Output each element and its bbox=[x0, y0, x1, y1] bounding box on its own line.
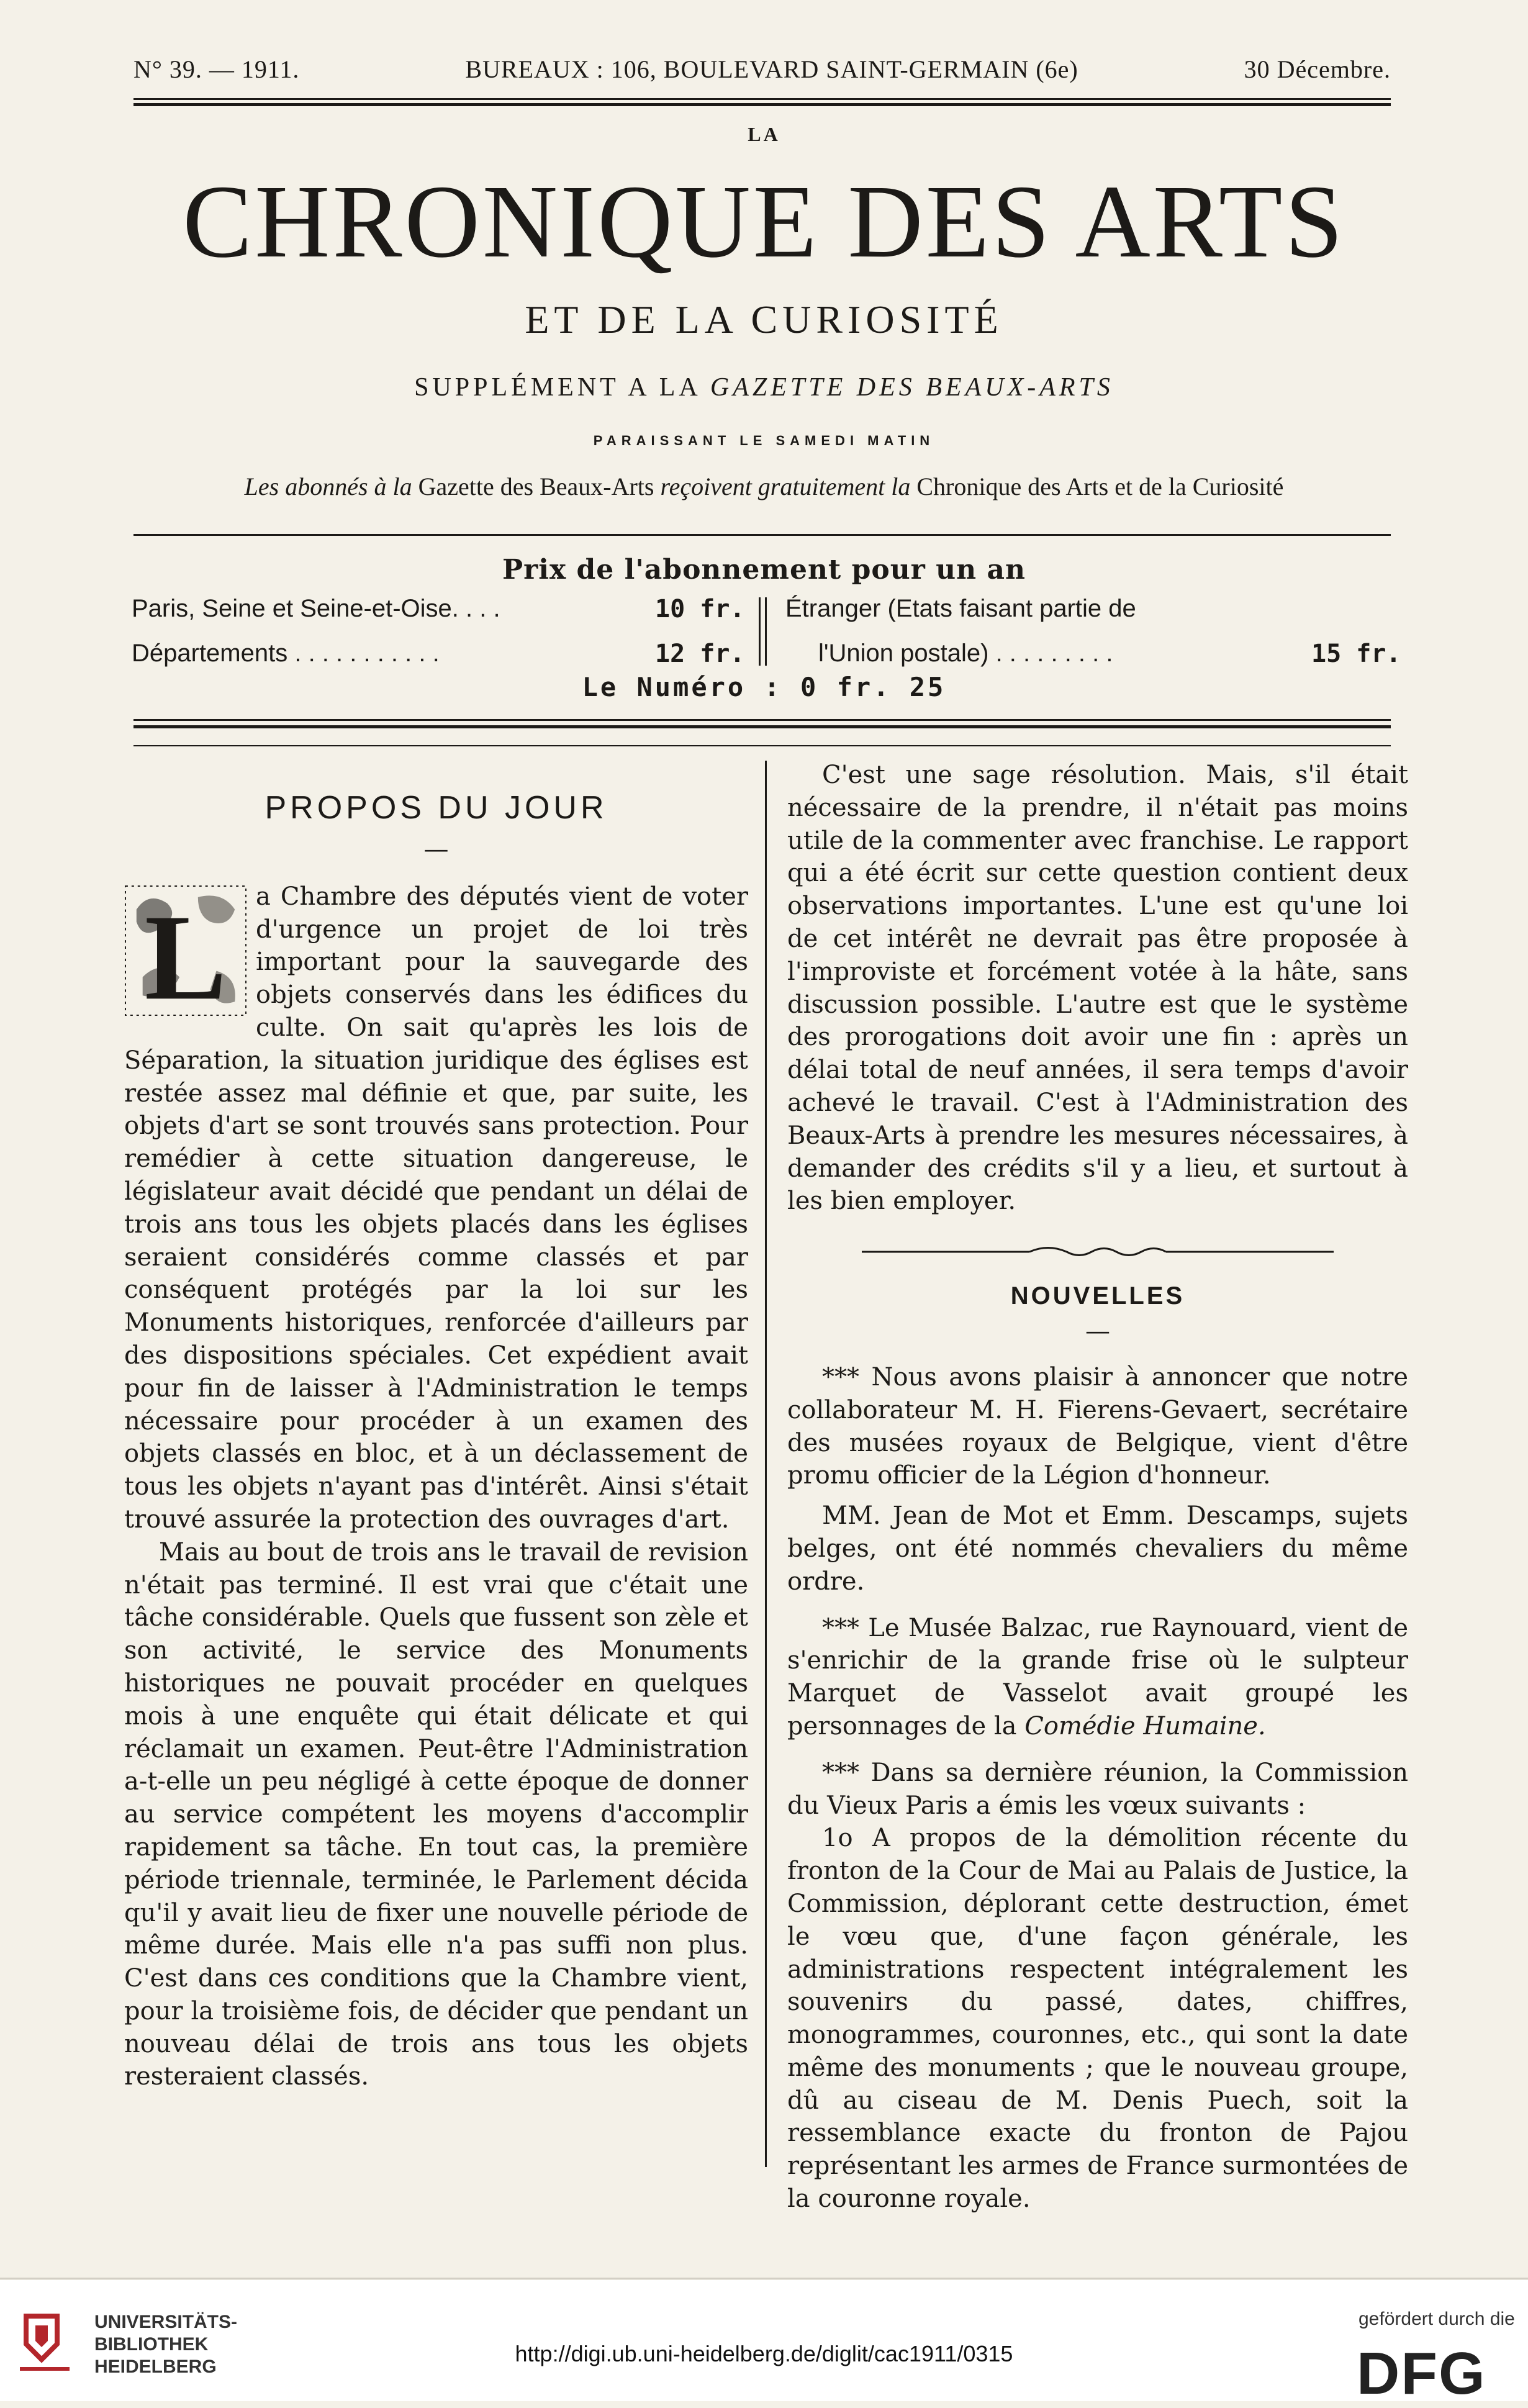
dfg-logo: DFG bbox=[1357, 2340, 1486, 2407]
dropcap-letter: L bbox=[144, 889, 227, 1017]
funding-note: gefördert durch die bbox=[1358, 2309, 1515, 2329]
bureaux-address: BUREAUX : 106, BOULEVARD SAINT-GERMAIN (6e) bbox=[465, 55, 1078, 83]
propos-paragraph-2: Mais au bout de trois ans le travail de revision n'était pas terminé. Il est vrai que c'était une tâche considérable. Quels que fussent son zèle et son activité, le service des Monuments historiques ne pouvait procéder en quelques mois à une enquête qui était délicate et qui réclamait un examen. Peut-être l'Administration a-t-elle un peu négligé à cette époque de donner au service compétent les moyens d'accomplir rapidement sa tâche. En tout cas, la première période triennale, terminée, le Parlement décida qu'il y avait lieu de fixer une nouvelle période de même durée. Mais elle n'a pas suffi non plus. C'est dans ces conditions que la Chambre vient, pour la troisième fois, de décider que pendant un nouveau délai de trois ans tous les objets resteraient classés. bbox=[124, 1537, 748, 2091]
issue-date: 30 Décembre. bbox=[1244, 55, 1391, 83]
source-url[interactable] bbox=[0, 2341, 1528, 2367]
nouvelles-text-1: Nous avons plaisir à annoncer que notre collaborateur M. H. Fierens-Gevaert, secrétaire des musées royaux de Belgique, vient d'être promu officier de la Légion d'honneur. bbox=[787, 1362, 1409, 1490]
nouvelles-item-3a: 1o A propos de la démolition récente du fronton de la Cour de Mai au Palais de Justice, la Commission, déplorant cette destruction, émet le vœu que, d'une façon générale, les administrations respectent intégralement les souvenirs du passé, dates, chiffres, monogrammes, couronnes, etc., qui sont la date même des monuments ; que le nouveau groupe, dû au ciseau de M. Denis Puech, soit la ressemblance exacte du fronton de Pajou représentant les armes de France surmontées de la couronne royale. bbox=[787, 1824, 1408, 2214]
subscription-rule-thick bbox=[133, 725, 1391, 728]
nouvelles-item-1b: MM. Jean de Mot et Emm. Descamps, sujets belges, ont été nommés chevaliers du même ordre. bbox=[787, 1501, 1408, 1596]
left-column bbox=[124, 792, 748, 2093]
abonnes-part-2: Gazette des Beaux-Arts bbox=[418, 473, 661, 500]
issue-number: N° 39. — 1911. bbox=[133, 55, 300, 83]
nouvelles-text-3: Dans sa dernière réunion, la Commission du Vieux Paris a émis les vœux suivants : bbox=[787, 1758, 1408, 1820]
divider-bar-2 bbox=[765, 597, 767, 666]
ornamental-divider-icon bbox=[862, 1242, 1334, 1261]
divider-bar-1 bbox=[759, 597, 761, 666]
etranger-label-1: Étranger (Etats faisant partie de bbox=[785, 595, 1136, 622]
nouvelles-item-3 bbox=[787, 1757, 1408, 1822]
departements-label: Départements . . . . . . . . . . . bbox=[132, 640, 440, 667]
masthead-rule bbox=[133, 534, 1391, 536]
header-rule-thick bbox=[133, 103, 1391, 106]
propos-paragraph-1 bbox=[124, 880, 748, 1536]
comedie-humaine-title: Comédie Humaine. bbox=[1024, 1711, 1266, 1740]
uni-line-3: HEIDELBERG bbox=[94, 2356, 217, 2377]
footer-divider bbox=[0, 2278, 1528, 2279]
paris-price: 10 fr. bbox=[655, 595, 745, 623]
abonnes-part-4: Chronique des Arts et de la Curiosité bbox=[916, 473, 1284, 500]
header-rule bbox=[133, 98, 1391, 100]
abonnes-part-3: reçoivent gratuitement la bbox=[660, 473, 917, 500]
ornamental-dropcap-icon bbox=[124, 884, 247, 1017]
etranger-price: 15 fr. bbox=[1311, 640, 1401, 668]
masthead-title: CHRONIQUE DES ARTS bbox=[183, 164, 1345, 279]
masthead-subtitle: ET DE LA CURIOSITÉ bbox=[525, 297, 1003, 342]
source-url-text[interactable]: http://digi.ub.uni-heidelberg.de/diglit/cac1911/0315 bbox=[515, 2341, 1013, 2366]
right-column bbox=[787, 759, 1408, 2216]
paris-label: Paris, Seine et Seine-et-Oise. . . . bbox=[132, 595, 500, 622]
propos-title: PROPOS DU JOUR bbox=[264, 790, 608, 826]
propos-dash: — bbox=[423, 835, 449, 864]
supplement-prefix: SUPPLÉMENT A LA bbox=[414, 373, 710, 402]
propos-paragraph-3: C'est une sage résolution. Mais, s'il était nécessaire de la prendre, il n'était pas moins utile de la commenter avec franchise. Le rapport qui a été écrit sur cette question contient deux observations importantes. L'une est qu'une loi de cet intérêt ne devrait pas être proposée à l'improviste et forcément votée à la hâte, sans discussion possible. L'autre est que le système des prorogations doit avoir une fin : après un délai total de neuf années, il sera temps d'avoir achevé le travail. C'est à l'Administration des Beaux-Arts à prendre les mesures nécessaires, à demander des crédits s'il y a lieu, et surtout à les bien employer. bbox=[787, 761, 1408, 1216]
issue-header bbox=[133, 55, 1391, 84]
asterism-icon: *** bbox=[822, 1362, 872, 1392]
subscription-title: Prix de l'abonnement pour un an bbox=[502, 554, 1026, 586]
asterism-icon: *** bbox=[822, 1613, 869, 1642]
content-rule bbox=[133, 745, 1391, 746]
supplement-line bbox=[0, 373, 1528, 402]
publication-schedule: PARAISSANT LE SAMEDI MATIN bbox=[593, 433, 935, 448]
etranger-label-2: l'Union postale) . . . . . . . . . bbox=[818, 640, 1113, 667]
nouvelles-dash: — bbox=[1085, 1316, 1110, 1346]
uni-line-2: BIBLIOTHEK bbox=[94, 2334, 209, 2355]
asterism-icon: *** bbox=[822, 1758, 871, 1787]
departements-price: 12 fr. bbox=[655, 640, 745, 668]
supplement-title: GAZETTE DES BEAUX-ARTS bbox=[710, 373, 1114, 402]
subscribers-note bbox=[0, 472, 1528, 501]
abonnes-part-1: Les abonnés à la bbox=[244, 473, 418, 500]
nouvelles-title: NOUVELLES bbox=[1010, 1282, 1185, 1310]
nouvelles-item-1 bbox=[787, 1361, 1408, 1492]
numero-price: Le Numéro : 0 fr. 25 bbox=[582, 672, 946, 702]
column-divider bbox=[765, 761, 767, 2167]
uni-line-1: UNIVERSITÄTS- bbox=[94, 2312, 238, 2332]
propos-lead-text: a Chambre des députés vient de voter d'urgence un projet de loi très important pour la sauvegarde des objets conservés dans les édifices du culte. On sait qu'après les lois de Séparation, la situation juridique des églises est restée assez mal définie et que, par suite, les objets d'art se sont trouvés sans protection. Pour remédier à cette situation dangereuse, le législateur avait décidé que pendant un délai de trois ans tous les objets placés dans les églises seraient considérés comme classés et par conséquent protégés par la loi sur les Monuments historiques, renforcée d'ailleurs par des dispositions spéciales. Cet expédient avait pour fin de laisser à l'Administration le temps nécessaire pour procéder à un examen des objets classés en bloc, et à un déclassement de tous les objets n'ayant pas d'intérêt. Ainsi s'était trouvé assurée la protection des ouvrages d'art. bbox=[124, 882, 748, 1534]
subscription-rule bbox=[133, 719, 1391, 721]
nouvelles-item-2 bbox=[787, 1612, 1408, 1743]
nouvelles-text-2: Le Musée Balzac, rue Raynouard, vient de s'enrichir de la grande frise où le sulpteur Marquet de Vasselot avait groupé les personnages de la bbox=[787, 1613, 1409, 1740]
masthead-la: LA bbox=[748, 123, 780, 145]
